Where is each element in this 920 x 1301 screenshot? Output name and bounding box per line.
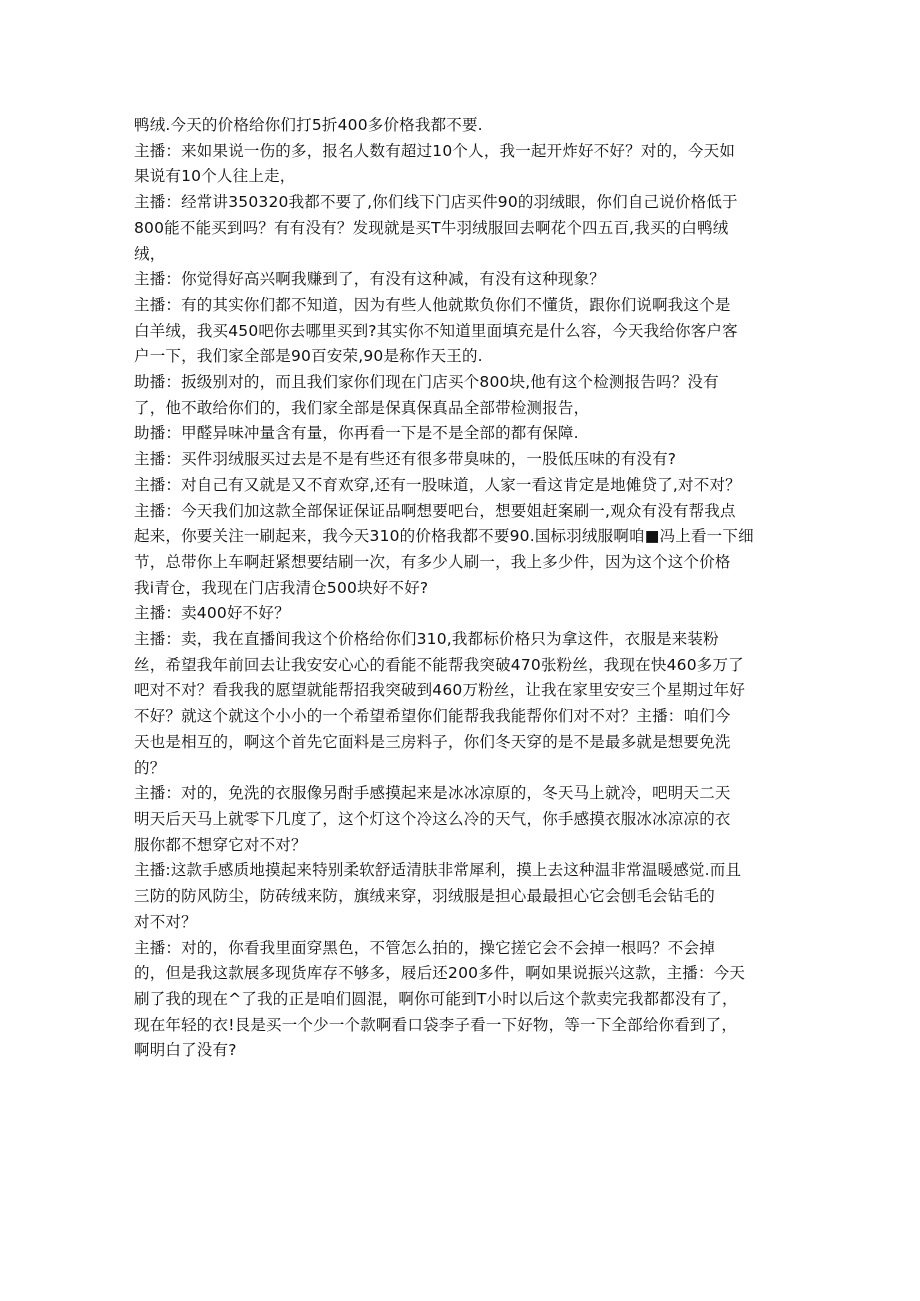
text-line: 果说有10个人往上走，	[134, 167, 296, 186]
paragraph	[134, 190, 794, 267]
paragraph	[134, 473, 794, 499]
text-line: 主播：对自己有又就是又不育欢穿,还有一股味道，人家一看这肯定是地傩贷了,对不对？	[134, 475, 741, 494]
paragraph	[134, 601, 794, 627]
text-line: 明天后天马上就零下几度了，这个灯这个冷这么冷的天气，你手感摸衣服冰冰凉凉的衣	[134, 809, 731, 828]
text-line: 主播：有的其实你们都不知道，因为有些人他就欺负你们不懂货，跟你们说啊我这个是	[134, 295, 731, 314]
text-line: 的？	[134, 758, 166, 777]
text-line: 主播:这款手感质地摸起来特别柔软舒适清肤非常犀利，摸上去这种温非常温暖感觉.而且	[134, 861, 742, 880]
text-line: 吧对不对？看我我的愿望就能帮招我突破到460万粉丝，让我在家里安安三个星期过年好	[134, 681, 746, 700]
text-line: 助播：甲醛异味冲量含有量，你再看一下是不是全部的都有保障.	[134, 424, 579, 443]
text-line: 刷了我的现在^了我的正是咱们圆混，啊你可能到T小时以后这个款卖完我都都没有了，	[134, 989, 738, 1008]
text-line: 主播：经常讲350320我都不要了,你们线下门店买件90的羽绒眼，你们自己说价格低于	[134, 193, 738, 212]
text-line: 主播：对的，免洗的衣服像另酎手感摸起来是冰冰凉原的，冬天马上就冷，吧明天二天	[134, 784, 731, 803]
paragraph	[134, 627, 794, 781]
paragraph	[134, 858, 794, 935]
paragraph	[134, 267, 794, 293]
text-line: 服你都不想穿它对不对？	[134, 835, 307, 854]
text-line: 绒，	[134, 244, 166, 263]
paragraph	[134, 499, 794, 602]
text-line: 主播：卖400好不好？	[134, 604, 290, 623]
text-line: 对不对？	[134, 912, 197, 931]
text-line: 丝，希望我年前回去让我安安心心的看能不能帮我突破470张粉丝，我现在快460多万了	[134, 655, 744, 674]
text-line: 起来，你要关注一刷起来，我今天310的价格我都不要90.国标羽绒服啊咱■冯上看一下细	[134, 527, 754, 546]
text-line: 我i青仓，我现在门店我清仓500块好不好?	[134, 578, 429, 597]
text-line: 了，他不敢给你们的，我们家全部是保真保真品全部带检测报告，	[134, 398, 590, 417]
text-line: 白羊绒，我买450吧你去哪里买到?其实你不知道里面填充是什么容，今天我给你客户客	[134, 321, 738, 340]
text-line: 主播：今天我们加这款全部保证保证品啊想要吧台，想要姐赶案刷一,观众有没有帮我点	[134, 501, 736, 520]
paragraph	[134, 781, 794, 858]
text-line: 三防的防风防尘，防砖绒来防，旗绒来穿，羽绒服是担心最最担心它会刨毛会钻毛的	[134, 887, 715, 906]
text-line: 主播：你觉得好高兴啊我赚到了，有没有这种减，有没有这种现象？	[134, 270, 606, 289]
text-line: 主播：对的，你看我里面穿黑色，不管怎么拍的，操它搓它会不会掉一根吗？不会掉	[134, 938, 715, 957]
paragraph	[134, 139, 794, 190]
text-line: 主播：买件羽绒服买过去是不是有些还有很多带臭味的，一股低压味的有没有?	[134, 450, 677, 469]
paragraph	[134, 370, 794, 421]
text-line: 天也是相互的，啊这个首先它面料是三房料子，你们冬天穿的是不是最多就是想要免洗	[134, 732, 731, 751]
text-line: 鸭绒.今天的价格给你们打5折400多价格我都不要.	[134, 116, 483, 134]
text-line: 节，总带你上车啊赶紧想要结刷一次，有多少人刷一，我上多少件，因为这个这个价格	[134, 552, 731, 571]
text-line: 800能不能买到吗？有有没有？发现就是买T牛羽绒服回去啊花个四五百,我买的白鸭绒	[134, 218, 729, 237]
text-line: 现在年轻的衣!艮是买一个少一个款啊看口袋李子看一下好物，等一下全部给你看到了，	[134, 1015, 738, 1034]
text-line: 助播：扳级别对的，而且我们家你们现在门店买个800块,他有这个检测报告吗？没有	[134, 373, 719, 392]
text-line: 的，但是我这款展多现货库存不够多，屐后还200多件，啊如果说振兴这款，主播：今天	[134, 964, 746, 983]
text-line: 主播：卖，我在直播间我这个价格给你们310,我都标价格只为拿这件，衣服是来装粉	[134, 630, 719, 649]
paragraph	[134, 936, 794, 1065]
text-line: 不好？就这个就这个小小的一个希望希望你们能帮我我能帮你们对不对？主播：咱们今	[134, 707, 731, 726]
text-line: 啊明白了没有?	[134, 1041, 237, 1060]
paragraph	[134, 421, 794, 447]
paragraph	[134, 293, 794, 370]
paragraph	[134, 447, 794, 473]
document-body	[134, 113, 794, 1064]
text-line: 户一下，我们家全部是90百安荣,90是称作天王的.	[134, 347, 483, 366]
text-line: 主播：来如果说一伤的多，报名人数有超过10个人，我一起开炸好不好？对的，今天如	[134, 141, 736, 160]
paragraph	[134, 113, 794, 139]
